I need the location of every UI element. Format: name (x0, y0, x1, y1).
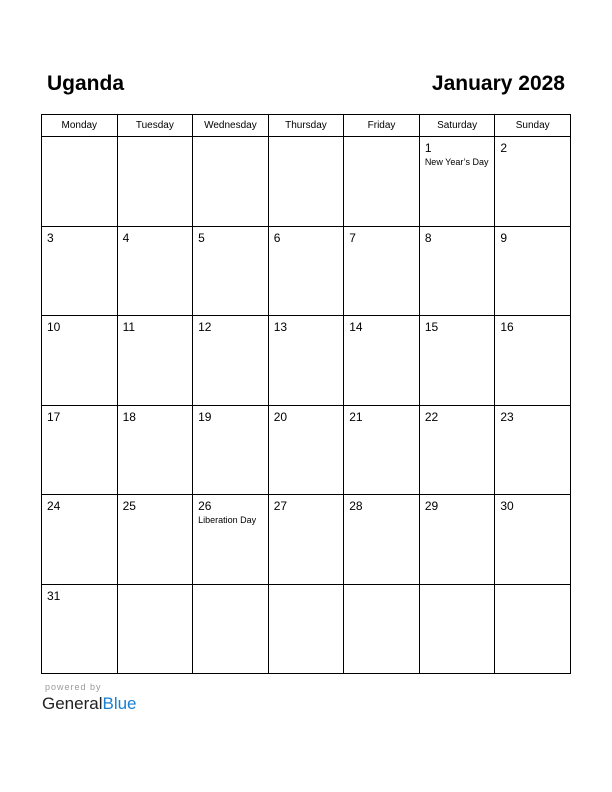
day-cell (193, 584, 269, 674)
day-number: 26 (198, 499, 212, 513)
week-row (42, 495, 571, 585)
logo-text-general: General (42, 694, 103, 713)
weekday-header: Monday (42, 115, 118, 137)
day-cell (268, 495, 344, 585)
day-cell (495, 405, 571, 495)
day-cell (42, 137, 118, 227)
day-cell (268, 584, 344, 674)
day-number: 27 (273, 499, 288, 513)
holiday-label: Liberation Day (198, 515, 257, 525)
day-cell (42, 226, 118, 316)
day-cell (344, 316, 420, 406)
weekday-header: Friday (344, 115, 420, 137)
week-row (42, 226, 571, 316)
day-number: 14 (349, 320, 363, 334)
day-cell (419, 405, 495, 495)
day-cell (193, 405, 269, 495)
day-cell (419, 584, 495, 674)
day-cell (193, 137, 269, 227)
generalblue-logo[interactable] (42, 694, 137, 714)
powered-by-label: powered by (45, 682, 102, 692)
week-row (42, 137, 571, 227)
day-number: 28 (349, 499, 363, 513)
day-number: 15 (424, 320, 439, 334)
day-cell (193, 495, 269, 585)
day-cell (117, 584, 193, 674)
weekday-header: Thursday (268, 115, 344, 137)
week-row (42, 584, 571, 674)
day-number: 31 (47, 588, 61, 603)
month-year-title: January 2028 (431, 72, 565, 95)
weekday-header: Sunday (495, 115, 571, 137)
day-cell (344, 495, 420, 585)
day-number: 1 (424, 141, 432, 155)
day-cell (495, 495, 571, 585)
day-number: 17 (47, 409, 61, 424)
day-number: 6 (273, 230, 281, 245)
day-number: 13 (273, 320, 288, 334)
day-cell (495, 137, 571, 227)
day-number: 21 (349, 409, 363, 424)
day-cell (268, 137, 344, 227)
day-cell (268, 226, 344, 316)
day-cell (419, 495, 495, 585)
day-cell (344, 584, 420, 674)
day-cell (193, 226, 269, 316)
day-cell (42, 405, 118, 495)
day-cell (419, 226, 495, 316)
day-cell (419, 316, 495, 406)
day-cell (117, 495, 193, 585)
day-number: 3 (47, 230, 54, 245)
country-title: Uganda (47, 72, 125, 95)
day-number: 25 (122, 499, 136, 513)
day-number: 4 (122, 230, 130, 245)
day-cell (117, 405, 193, 495)
day-cell (117, 226, 193, 316)
day-cell (344, 226, 420, 316)
day-number: 30 (500, 499, 514, 513)
day-number: 7 (349, 230, 356, 245)
calendar-grid (41, 114, 571, 674)
logo-text-blue: Blue (102, 694, 137, 713)
day-number: 23 (500, 409, 514, 424)
day-cell (344, 137, 420, 227)
day-cell (495, 316, 571, 406)
day-number: 9 (500, 230, 508, 245)
day-cell (42, 584, 118, 674)
day-number: 16 (500, 320, 514, 334)
week-row (42, 316, 571, 406)
weekday-header: Tuesday (117, 115, 193, 137)
day-number: 5 (198, 230, 205, 245)
day-number: 20 (273, 409, 288, 424)
day-number: 2 (500, 141, 508, 155)
day-cell (419, 137, 495, 227)
day-number: 24 (47, 499, 61, 513)
weekday-header-row (42, 115, 571, 137)
day-cell (117, 316, 193, 406)
day-number: 29 (424, 499, 439, 513)
day-number: 11 (122, 320, 136, 334)
day-number: 10 (47, 320, 61, 334)
day-cell (495, 584, 571, 674)
day-number: 19 (198, 409, 212, 424)
weekday-header: Wednesday (193, 115, 269, 137)
weekday-header: Saturday (419, 115, 495, 137)
holiday-label: New Year’s Day (424, 157, 489, 167)
day-cell (495, 226, 571, 316)
day-cell (42, 316, 118, 406)
day-cell (268, 405, 344, 495)
day-number: 12 (198, 320, 212, 334)
day-cell (42, 495, 118, 585)
day-number: 8 (424, 230, 432, 245)
day-cell (344, 405, 420, 495)
day-cell (117, 137, 193, 227)
day-number: 22 (424, 409, 439, 424)
day-cell (193, 316, 269, 406)
day-number: 18 (122, 409, 136, 424)
week-row (42, 405, 571, 495)
day-cell (268, 316, 344, 406)
